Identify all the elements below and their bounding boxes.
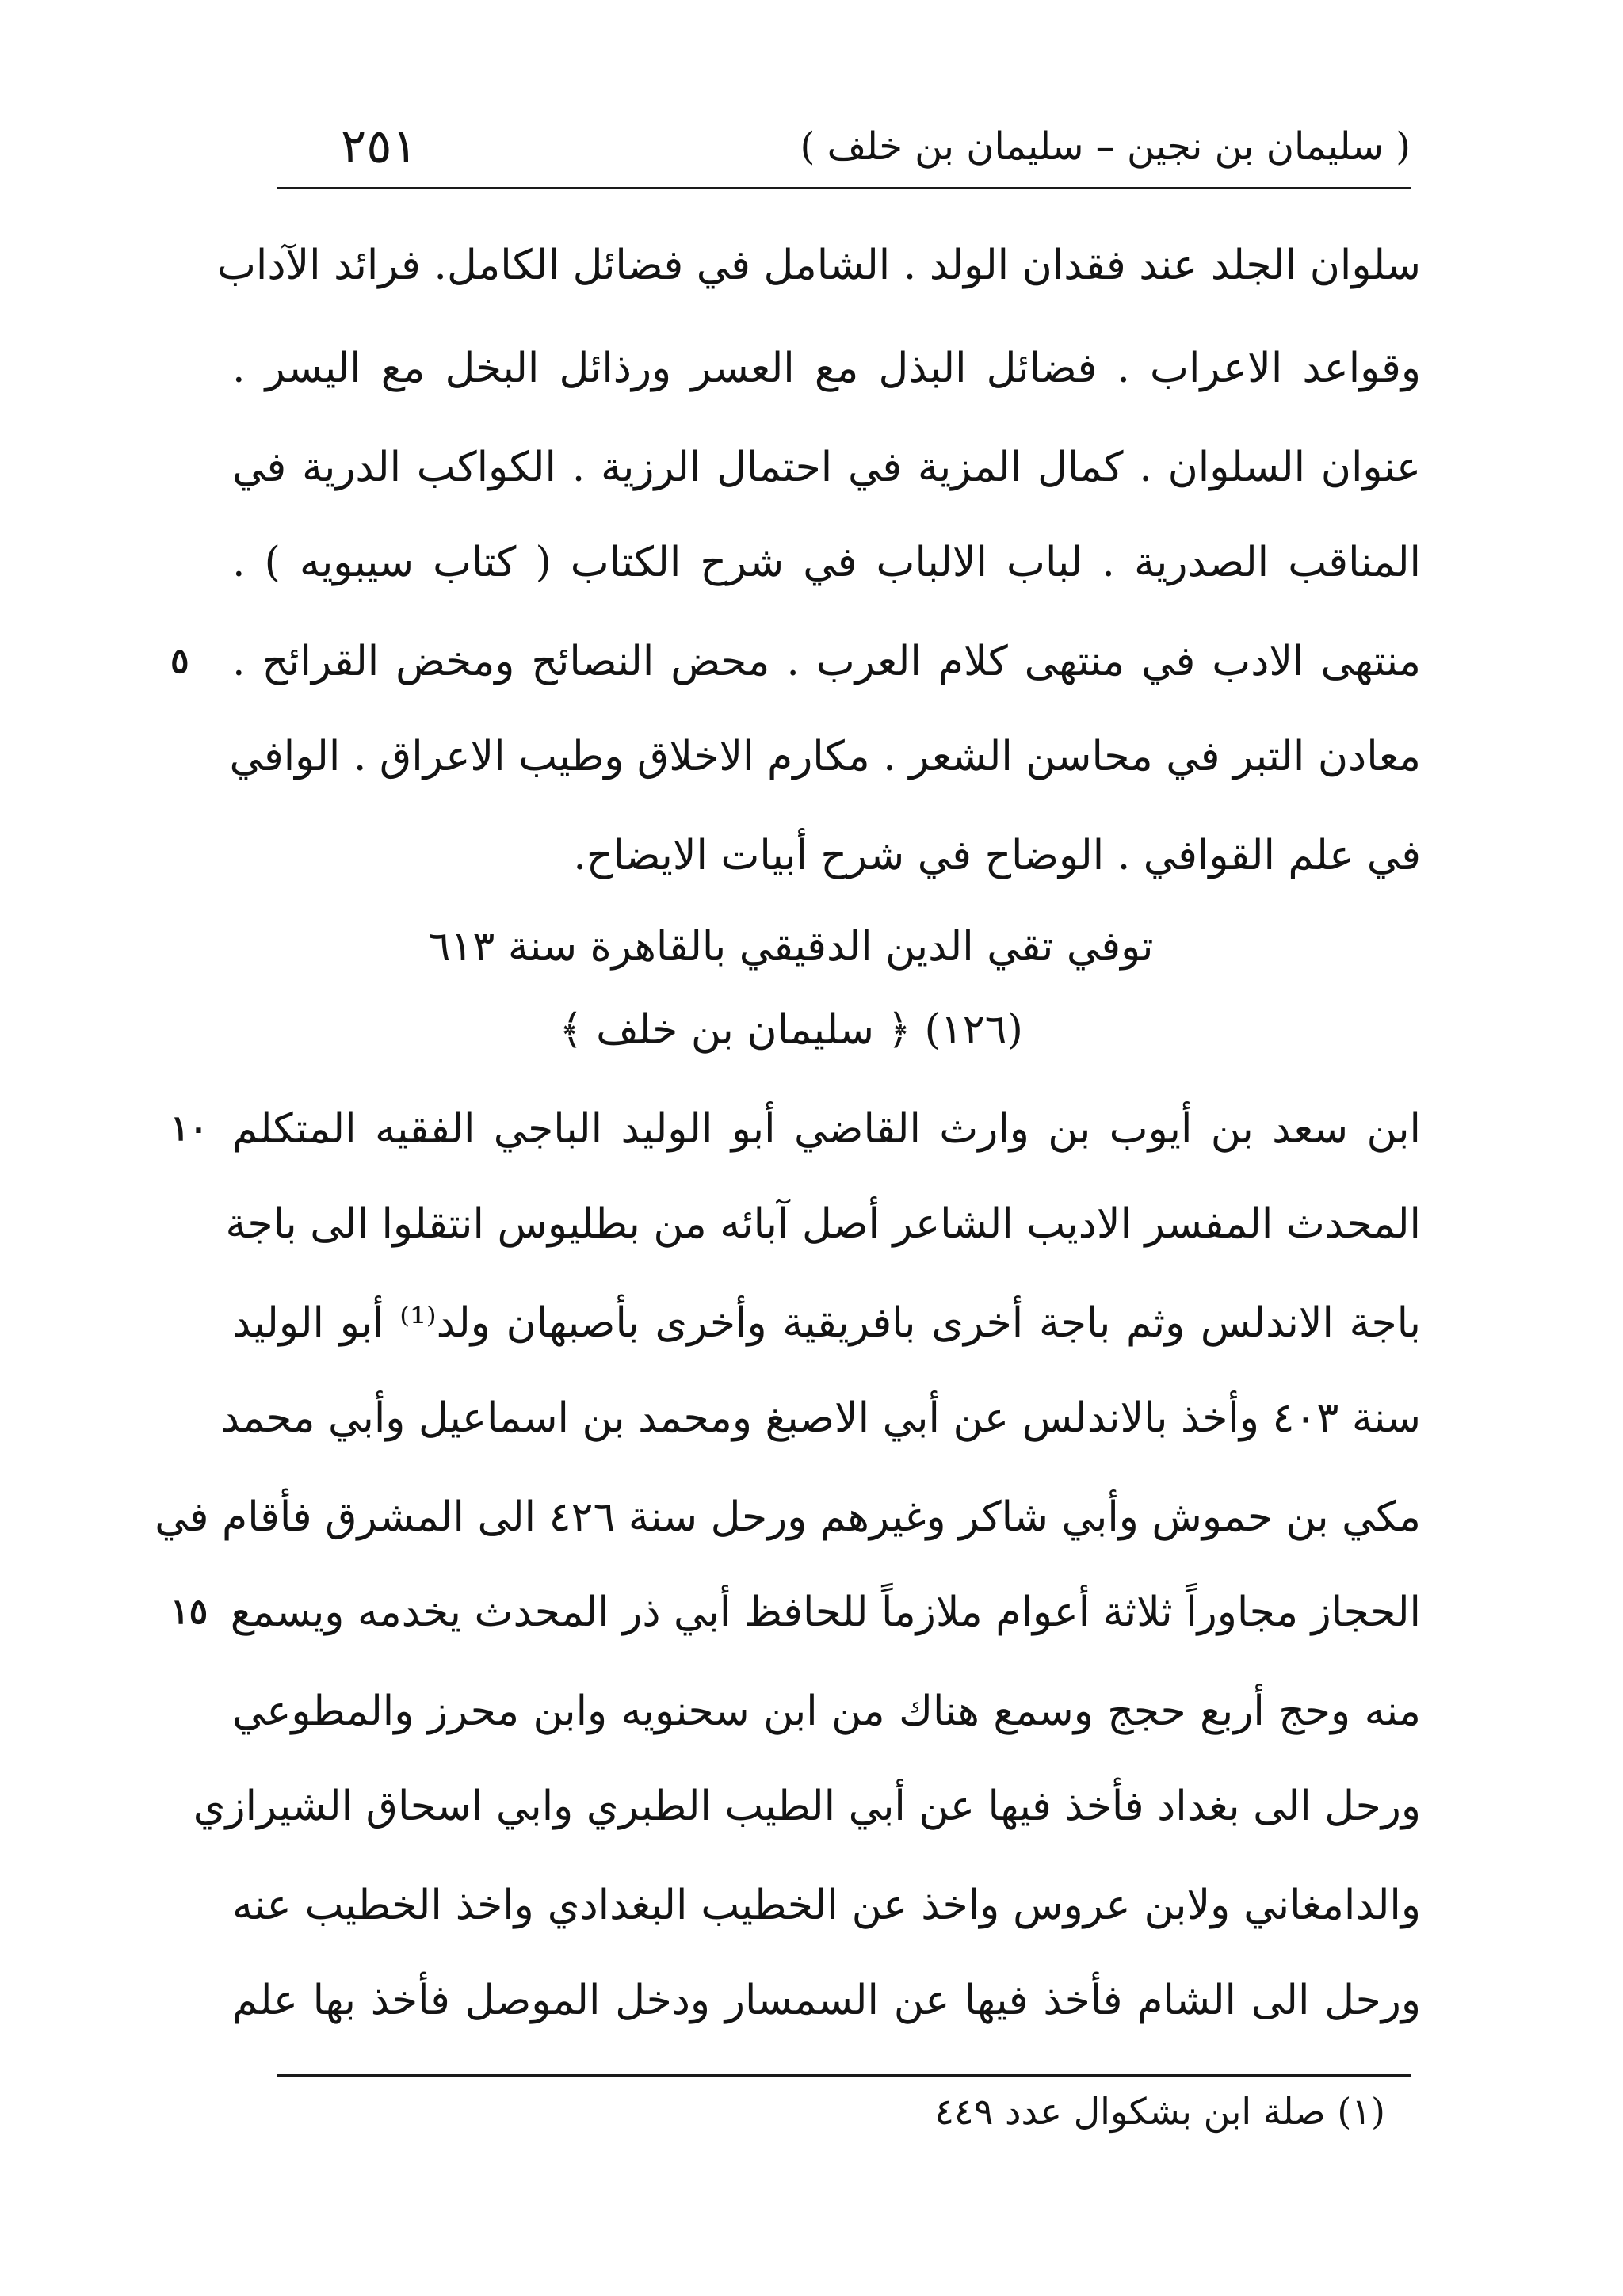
text-line: سلوان الجلد عند فقدان الولد . الشامل في فضائل الكامل. فرائد الآداب — [216, 242, 1421, 289]
text-line: معادن التبر في محاسن الشعر . مكارم الاخلاق وطيب الاعراق . الوافي — [229, 733, 1421, 780]
text-line: المحدث المفسر الاديب الشاعر أصل آبائه من بطليوس انتقلوا الى باجة — [225, 1200, 1421, 1248]
text-line: والدامغاني ولابن عروس واخذ عن الخطيب البغدادي واخذ الخطيب عنه — [232, 1882, 1421, 1929]
death-note: توفي تقي الدين الدقيقي بالقاهرة سنة ٦١٣ — [428, 923, 1154, 971]
margin-line-number: ١٥ — [170, 1592, 208, 1632]
text-line: الحجاز مجاوراً ثلاثة أعوام ملازماً للحافظ أبي ذر المحدث يخدمه ويسمع — [230, 1589, 1421, 1636]
margin-line-number: ٥ — [170, 641, 189, 681]
text-line: المناقب الصدرية . لباب الالباب في شرح الكتاب ( كتاب سيبويه ) . — [232, 539, 1421, 586]
footnote: (١) صلة ابن بشكوال عدد ٤٤٩ — [934, 2090, 1385, 2133]
text-line: ورحل الى بغداد فأخذ فيها عن أبي الطيب الطبري وابي اسحاق الشيرازي — [193, 1783, 1421, 1830]
text-line: ابن سعد بن أيوب بن وارث القاضي أبو الوليد الباجي الفقيه المتكلم — [232, 1105, 1421, 1153]
entry-heading: (١٢٦) ﴿ سليمان بن خلف ﴾ — [559, 1006, 1023, 1054]
margin-line-number: ١٠ — [170, 1108, 208, 1149]
page-number: ٢٥١ — [341, 119, 418, 174]
text-line: وقواعد الاعراب . فضائل البذل مع العسر ورذائل البخل مع اليسر . — [232, 345, 1421, 392]
header-divider — [277, 187, 1411, 189]
text-line: منتهى الادب في منتهى كلام العرب . محض النصائح ومخض القرائح . — [232, 638, 1421, 685]
text-line: سنة ٤٠٣ وأخذ بالاندلس عن أبي الاصبغ ومحمد بن اسماعيل وأبي محمد — [220, 1394, 1421, 1442]
text-line: عنوان السلوان . كمال المزية في احتمال الرزية . الكواكب الدرية في — [232, 444, 1421, 491]
footnote-divider — [277, 2074, 1411, 2077]
text-line: مكي بن حموش وأبي شاكر وغيرهم ورحل سنة ٤٢٦ الى المشرق فأقام في — [155, 1493, 1421, 1541]
header-title: ( سليمان بن نجين – سليمان بن خلف ) — [800, 124, 1411, 169]
text-line: في علم القوافي . الوضاح في شرح أبيات الايضاح. — [573, 832, 1421, 879]
text-line: ورحل الى الشام فأخذ فيها عن السمسار ودخل الموصل فأخذ بها علم — [232, 1977, 1421, 2024]
running-header — [277, 111, 1411, 182]
text-line: باجة الاندلس وثم باجة أخرى بافريقية وأخرى بأصبهان ولد⁽¹⁾ أبو الوليد — [232, 1299, 1422, 1347]
text-line: منه وحج أربع حجج وسمع هناك من ابن سحنويه وابن محرز والمطوعي — [232, 1688, 1421, 1735]
